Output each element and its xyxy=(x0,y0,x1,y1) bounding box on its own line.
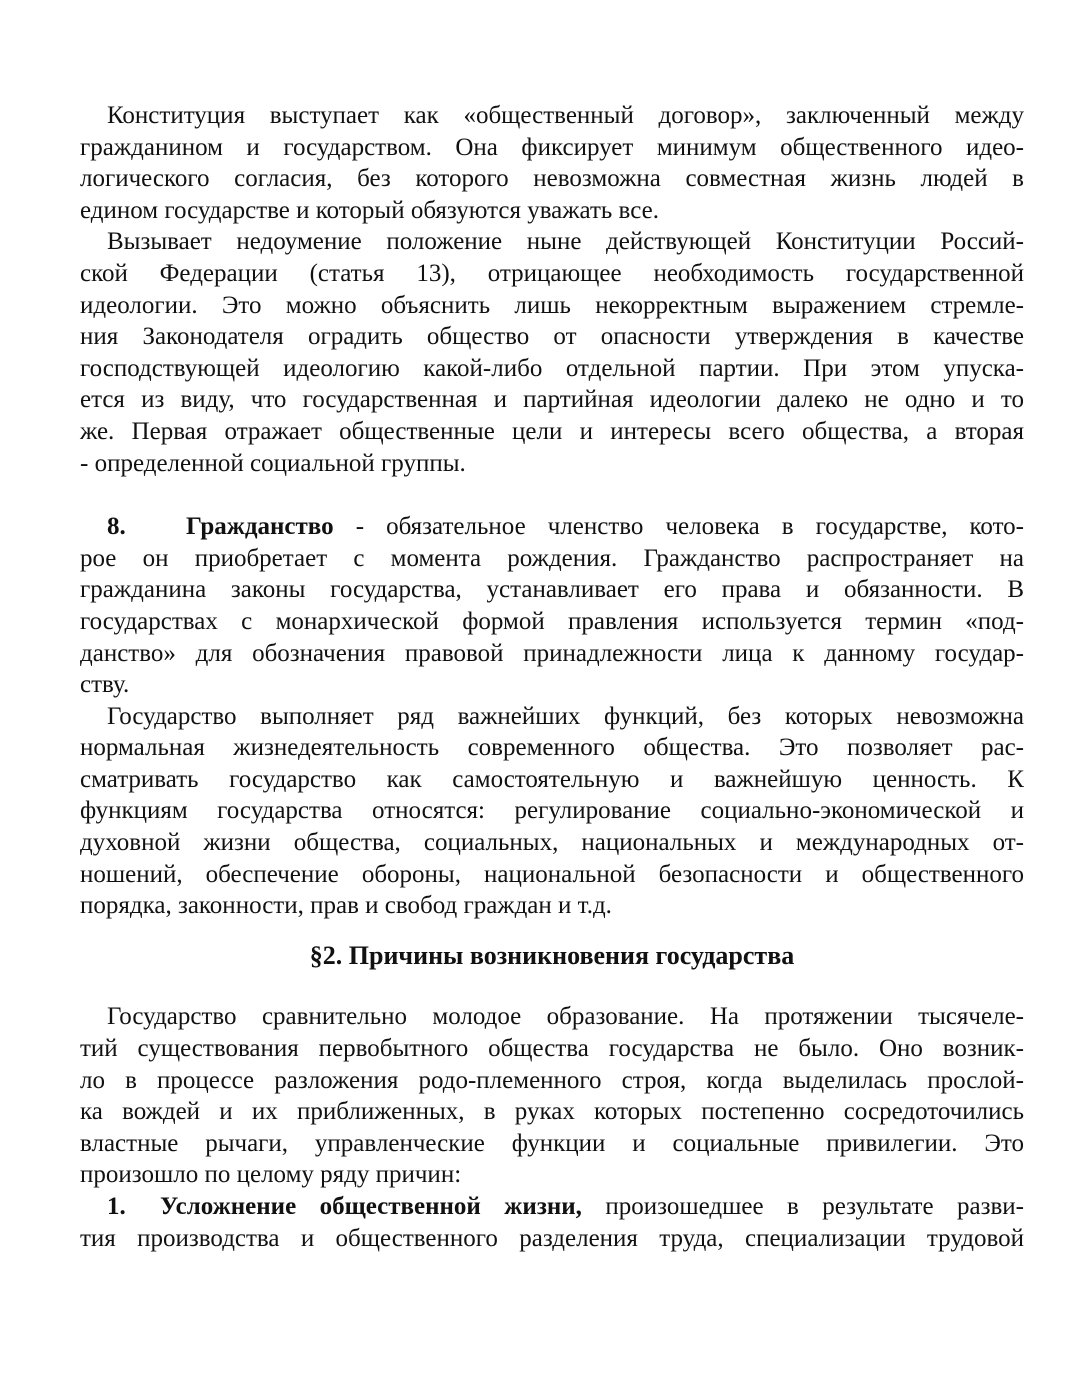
text-line: едином государстве и который обязуются уважать все. xyxy=(80,196,659,224)
document-page xyxy=(80,100,1024,1254)
text-line: гражданином и государством. Она фиксирует минимум общественного идео- xyxy=(80,133,1024,161)
text-line: властные рычаги, управленческие функции и социальные привилегии. Это xyxy=(80,1129,1024,1157)
text-line: рое он приобретает с момента рождения. Гражданство распространяет на xyxy=(80,544,1024,572)
text-line: - определенной социальной группы. xyxy=(80,449,466,477)
text-line: ношений, обеспечение обороны, национальной безопасности и общественного xyxy=(80,860,1024,888)
section-heading: §2. Причины возникновения государства xyxy=(309,940,795,970)
text-line: Государство выполняет ряд важнейших функций, без которых невозможна xyxy=(107,702,1024,730)
paragraph-citizenship xyxy=(80,511,1024,701)
text-line: ется из виду, что государственная и партийная идеологии далеко не одно и то xyxy=(80,386,1024,414)
text-line: Вызывает недоумение положение ныне действующей Конституции Россий- xyxy=(107,228,1024,256)
text-line: ния Законодателя оградить общество от опасности утверждения в качестве xyxy=(80,323,1024,351)
text-line: Государство сравнительно молодое образование. На протяжении тысячеле- xyxy=(107,1003,1024,1031)
text-line: порядка, законности, прав и свобод граждан и т.д. xyxy=(80,892,612,920)
text-line: ка вождей и их приближенных, в руках которых постепенно сосредоточились xyxy=(80,1098,1024,1126)
defined-term: Гражданство xyxy=(186,513,334,541)
paragraph-constitution xyxy=(80,100,1024,226)
text-line: господствующей идеологию какой-либо отдельной партии. При этом упуска- xyxy=(80,354,1024,382)
paragraph-ideology xyxy=(80,226,1024,479)
text-line: логического согласия, без которого невозможна совместная жизнь людей в xyxy=(80,165,1024,193)
list-item xyxy=(80,1191,1024,1254)
text-line: нормальная жизнедеятельность современного общества. Это позволяет рас- xyxy=(80,734,1024,762)
item-number: 1. xyxy=(107,1193,126,1220)
text-line: ло в процессе разложения родо-племенного строя, когда выделилась прослой- xyxy=(80,1066,1024,1094)
text-line: идеологии. Это можно объяснить лишь некорректным выражением стремле- xyxy=(80,291,1024,319)
text-line: государствах с монархической формой правления используется термин «под- xyxy=(80,607,1024,635)
text-span: произошедшее в результате разви- xyxy=(581,1193,1025,1220)
paragraph-origins xyxy=(80,1001,1024,1191)
text-line xyxy=(80,1191,1024,1223)
text-line: функциям государства относятся: регулирование социально-экономической и xyxy=(80,797,1024,825)
text-line: ской Федерации (статья 13), отрицающее необходимость государственной xyxy=(80,259,1024,287)
text-line: ству. xyxy=(80,671,130,699)
text-line: тия производства и общественного разделения труда, специализации трудовой xyxy=(80,1224,1024,1252)
paragraph-state-functions xyxy=(80,701,1024,922)
text-line: произошло по целому ряду причин: xyxy=(80,1161,462,1189)
text-line: тий существования первобытного общества государства не было. Оно возник- xyxy=(80,1035,1024,1063)
text-line: сматривать государство как самостоятельную и важнейшую ценность. К xyxy=(80,765,1024,793)
text-line: же. Первая отражает общественные цели и интересы всего общества, а вторая xyxy=(80,417,1024,445)
item-number: 8. xyxy=(107,513,126,541)
text-line xyxy=(80,511,1024,543)
text-line: Конституция выступает как «общественный договор», заключенный между xyxy=(107,102,1024,129)
text-line: духовной жизни общества, социальных, национальных и международных от- xyxy=(80,829,1024,857)
defined-term: Усложнение общественной жизни, xyxy=(160,1193,582,1220)
text-line: данство» для обозначения правовой принадлежности лица к данному государ- xyxy=(80,639,1024,667)
text-line: гражданина законы государства, устанавливает его права и обязанности. В xyxy=(80,576,1024,604)
text-span: - обязательное членство человека в государстве, кото- xyxy=(333,513,1024,541)
